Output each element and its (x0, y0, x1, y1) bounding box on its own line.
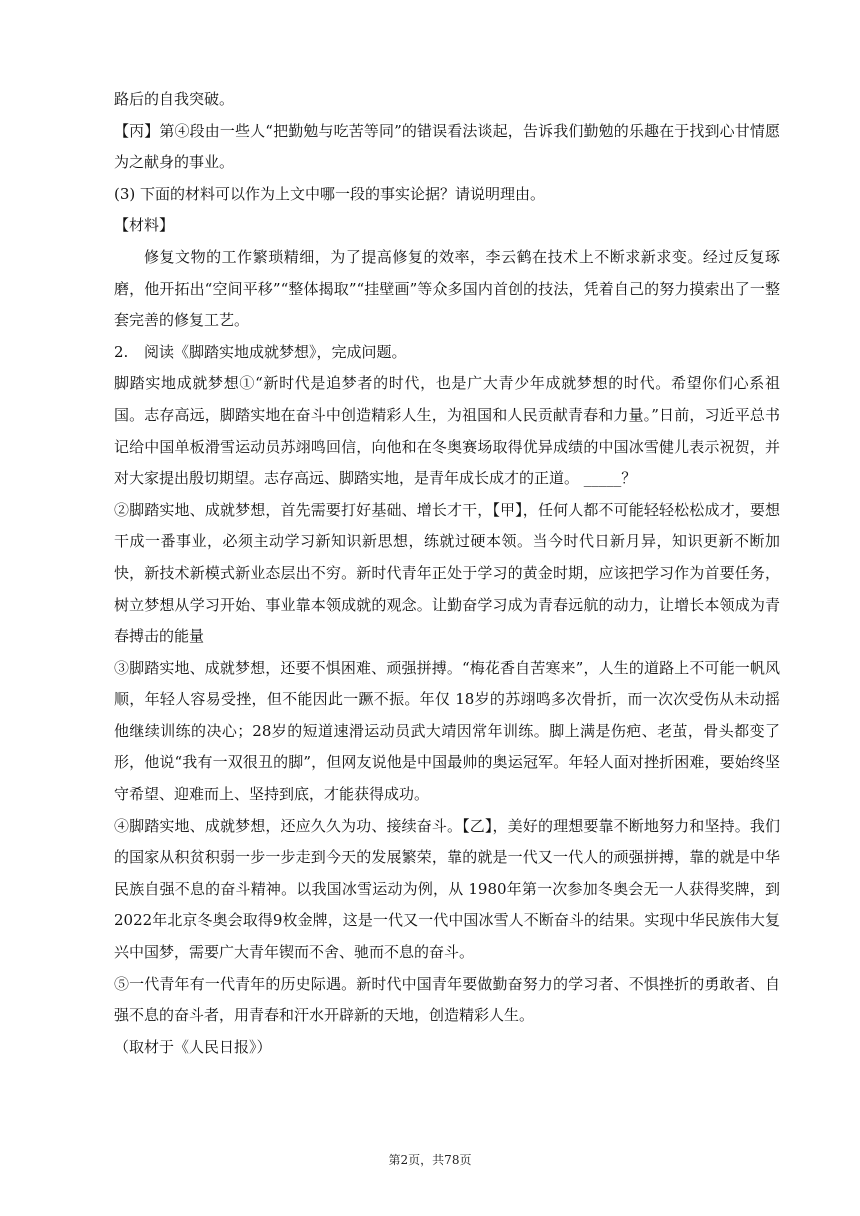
answer-option-bing: 【丙】第④段由一些人“把勤勉与吃苦等同”的错误看法谈起，告诉我们勤勉的乐趣在于找到心甘情愿为之献身的事业。 (114, 121, 780, 172)
article-source: （取材于《人民日报》） (114, 1037, 272, 1056)
question-prompt: 阅读《脚踏实地成就梦想》，完成问题。 (144, 342, 407, 361)
page-footer: 第2页，共78页 (388, 1153, 472, 1167)
article-paragraph-1: 脚踏实地成就梦想①“新时代是追梦者的时代，也是广大青少年成就梦想的时代。希望你们心系祖国。志存高远，脚踏实地在奋斗中创造精彩人生，为祖国和人民贡献青春和力量。”日前，习近平总书记给中国单板滑雪运动员苏翊鸣回信，向他和在冬奥赛场取得优异成绩的中国冰雪健儿表示祝贺，并对大家提出殷切期望。志存高远、脚踏实地，是青年成长成才的正道。 _____？ (114, 374, 780, 488)
question-3: (3) 下面的材料可以作为上文中哪一段的事实论据？请说明理由。 (114, 184, 546, 203)
article-paragraph-5: ⑤一代青年有一代青年的历史际遇。新时代中国青年要做勤奋努力的学习者、不惧挫折的勇敢者、自强不息的奋斗者，用青春和汗水开辟新的天地，创造精彩人生。 (114, 974, 780, 1025)
article-paragraph-3: ③脚踏实地、成就梦想，还要不惧困难、顽强拼搏。“梅花香自苦寒来”，人生的道路上不可能一帆风顺，年轻人容易受挫，但不能因此一蹶不振。年仅 18岁的苏翊鸣多次骨折，而一次次受伤从未动摇他继续训练的决心；28岁的短道速滑运动员武大靖因常年训练。脚上满是伤疤、老茧，骨头都变了形，他说“我有一双很丑的脚”，但网友说他是中国最帅的奥运冠军。年轻人面对挫折困难，要始终坚守希望、迎难而上、坚持到底，才能获得成功。 (114, 658, 780, 804)
material-paragraph: 修复文物的工作繁琐精细，为了提高修复的效率，李云鹤在技术上不断求新求变。经过反复琢磨，他开拓出“空间平移”“整体揭取”“挂壁画”等众多国内首创的技法，凭着自己的努力摸索出了一整套完善的修复工艺。 (114, 247, 780, 330)
question-number: 2. (114, 342, 129, 361)
page-content (114, 84, 780, 1063)
text-line-continuation: 路后的自我突破。 (114, 90, 235, 108)
article-paragraph-4: ④脚踏实地、成就梦想，还应久久为功、接续奋斗。【乙】，美好的理想要靠不断地努力和坚持。我们的国家从积贫积弱一步一步走到今天的发展繁荣，靠的就是一代又一代人的顽强拼搏，靠的就是中华民族自强不息的奋斗精神。以我国冰雪运动为例，从 1980年第一次参加冬奥会无一人获得奖牌，到2022年北京冬奥会取得9枚金牌，这是一代又一代中国冰雪人不断奋斗的结果。实现中华民族伟大复兴中国梦，需要广大青年锲而不舍、驰而不息的奋斗。 (114, 816, 780, 962)
article-paragraph-2: ②脚踏实地、成就梦想，首先需要打好基础、增长才干，【甲】，任何人都不可能轻轻松松成才，要想干成一番事业，必须主动学习新知识新思想，练就过硬本领。当今时代日新月异，知识更新不断加快，新技术新模式新业态层出不穷。新时代青年正处于学习的黄金时期，应该把学习作为首要任务，树立梦想从学习开始、事业靠本领成就的观念。让勤奋学习成为青春远航的动力，让增长本领成为青春搏击的能量 (114, 500, 780, 646)
question-2-heading (114, 337, 780, 369)
material-heading: 【材料】 (114, 216, 175, 235)
